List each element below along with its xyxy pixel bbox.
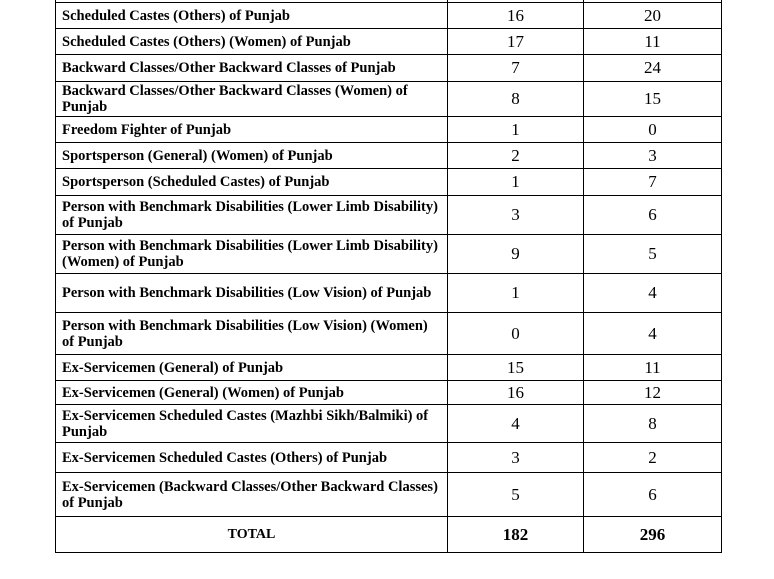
category-cell: Backward Classes/Other Backward Classes of Punjab xyxy=(56,55,448,82)
total-row xyxy=(56,517,722,553)
table-row xyxy=(56,55,722,82)
category-cell: Sportsperson (General) (Women) of Punjab xyxy=(56,143,448,169)
table-row xyxy=(56,143,722,169)
table-row xyxy=(56,3,722,29)
category-cell: Person with Benchmark Disabilities (Low Vision) (Women) of Punjab xyxy=(56,313,448,355)
value-cell-col2: 11 xyxy=(584,355,722,381)
value-cell-col1: 8 xyxy=(448,82,584,117)
category-cell: Ex-Servicemen Scheduled Castes (Others) of Punjab xyxy=(56,443,448,473)
table-row xyxy=(56,473,722,517)
total-label: TOTAL xyxy=(56,517,448,553)
table-row xyxy=(56,274,722,313)
table-row xyxy=(56,405,722,443)
value-cell-col2: 8 xyxy=(584,405,722,443)
table-row xyxy=(56,443,722,473)
value-cell-col1: 16 xyxy=(448,381,584,405)
category-cell: Ex-Servicemen (General) of Punjab xyxy=(56,355,448,381)
category-cell: Ex-Servicemen (Backward Classes/Other Backward Classes) of Punjab xyxy=(56,473,448,517)
value-cell-col2: 0 xyxy=(584,117,722,143)
value-cell-col1: 1 xyxy=(448,117,584,143)
value-cell-col2: 6 xyxy=(584,196,722,235)
category-cell: Ex-Servicemen Scheduled Castes (Mazhbi Sikh/Balmiki) of Punjab xyxy=(56,405,448,443)
value-cell-col2: 4 xyxy=(584,313,722,355)
category-cell: Person with Benchmark Disabilities (Lower Limb Disability) of Punjab xyxy=(56,196,448,235)
table-row xyxy=(56,381,722,405)
category-cell: Scheduled Castes (Others) of Punjab xyxy=(56,3,448,29)
value-cell-col2: 15 xyxy=(584,82,722,117)
table-row xyxy=(56,313,722,355)
table-row xyxy=(56,29,722,55)
value-cell-col1: 2 xyxy=(448,143,584,169)
value-cell-col1: 3 xyxy=(448,443,584,473)
table-row xyxy=(56,82,722,117)
value-cell-col1: 9 xyxy=(448,235,584,274)
category-cell: Ex-Servicemen (General) (Women) of Punjab xyxy=(56,381,448,405)
table-row xyxy=(56,235,722,274)
category-cell: Backward Classes/Other Backward Classes (Women) of Punjab xyxy=(56,82,448,117)
value-cell-col2: 6 xyxy=(584,473,722,517)
value-cell-col1: 17 xyxy=(448,29,584,55)
value-cell-col1: 4 xyxy=(448,405,584,443)
value-cell-col1: 16 xyxy=(448,3,584,29)
value-cell-col2: 2 xyxy=(584,443,722,473)
value-cell-col1: 5 xyxy=(448,473,584,517)
category-cell: Freedom Fighter of Punjab xyxy=(56,117,448,143)
value-cell-col1: 1 xyxy=(448,169,584,196)
value-cell-col2: 7 xyxy=(584,169,722,196)
value-cell-col2: 5 xyxy=(584,235,722,274)
reservation-table xyxy=(55,0,722,553)
value-cell-col1: 15 xyxy=(448,355,584,381)
table-row xyxy=(56,355,722,381)
table-row xyxy=(56,196,722,235)
category-cell: Sportsperson (Scheduled Castes) of Punjab xyxy=(56,169,448,196)
value-cell-col1: 7 xyxy=(448,55,584,82)
value-cell-col2: 4 xyxy=(584,274,722,313)
value-cell-col2: 3 xyxy=(584,143,722,169)
value-cell-col1: 1 xyxy=(448,274,584,313)
value-cell-col2: 20 xyxy=(584,3,722,29)
value-cell-col1: 3 xyxy=(448,196,584,235)
value-cell-col2: 12 xyxy=(584,381,722,405)
category-cell: Person with Benchmark Disabilities (Low Vision) of Punjab xyxy=(56,274,448,313)
category-cell: Person with Benchmark Disabilities (Lower Limb Disability) (Women) of Punjab xyxy=(56,235,448,274)
table-row xyxy=(56,117,722,143)
total-value-col2: 296 xyxy=(584,517,722,553)
total-value-col1: 182 xyxy=(448,517,584,553)
value-cell-col2: 24 xyxy=(584,55,722,82)
table-row xyxy=(56,169,722,196)
value-cell-col2: 11 xyxy=(584,29,722,55)
value-cell-col1: 0 xyxy=(448,313,584,355)
category-cell: Scheduled Castes (Others) (Women) of Punjab xyxy=(56,29,448,55)
